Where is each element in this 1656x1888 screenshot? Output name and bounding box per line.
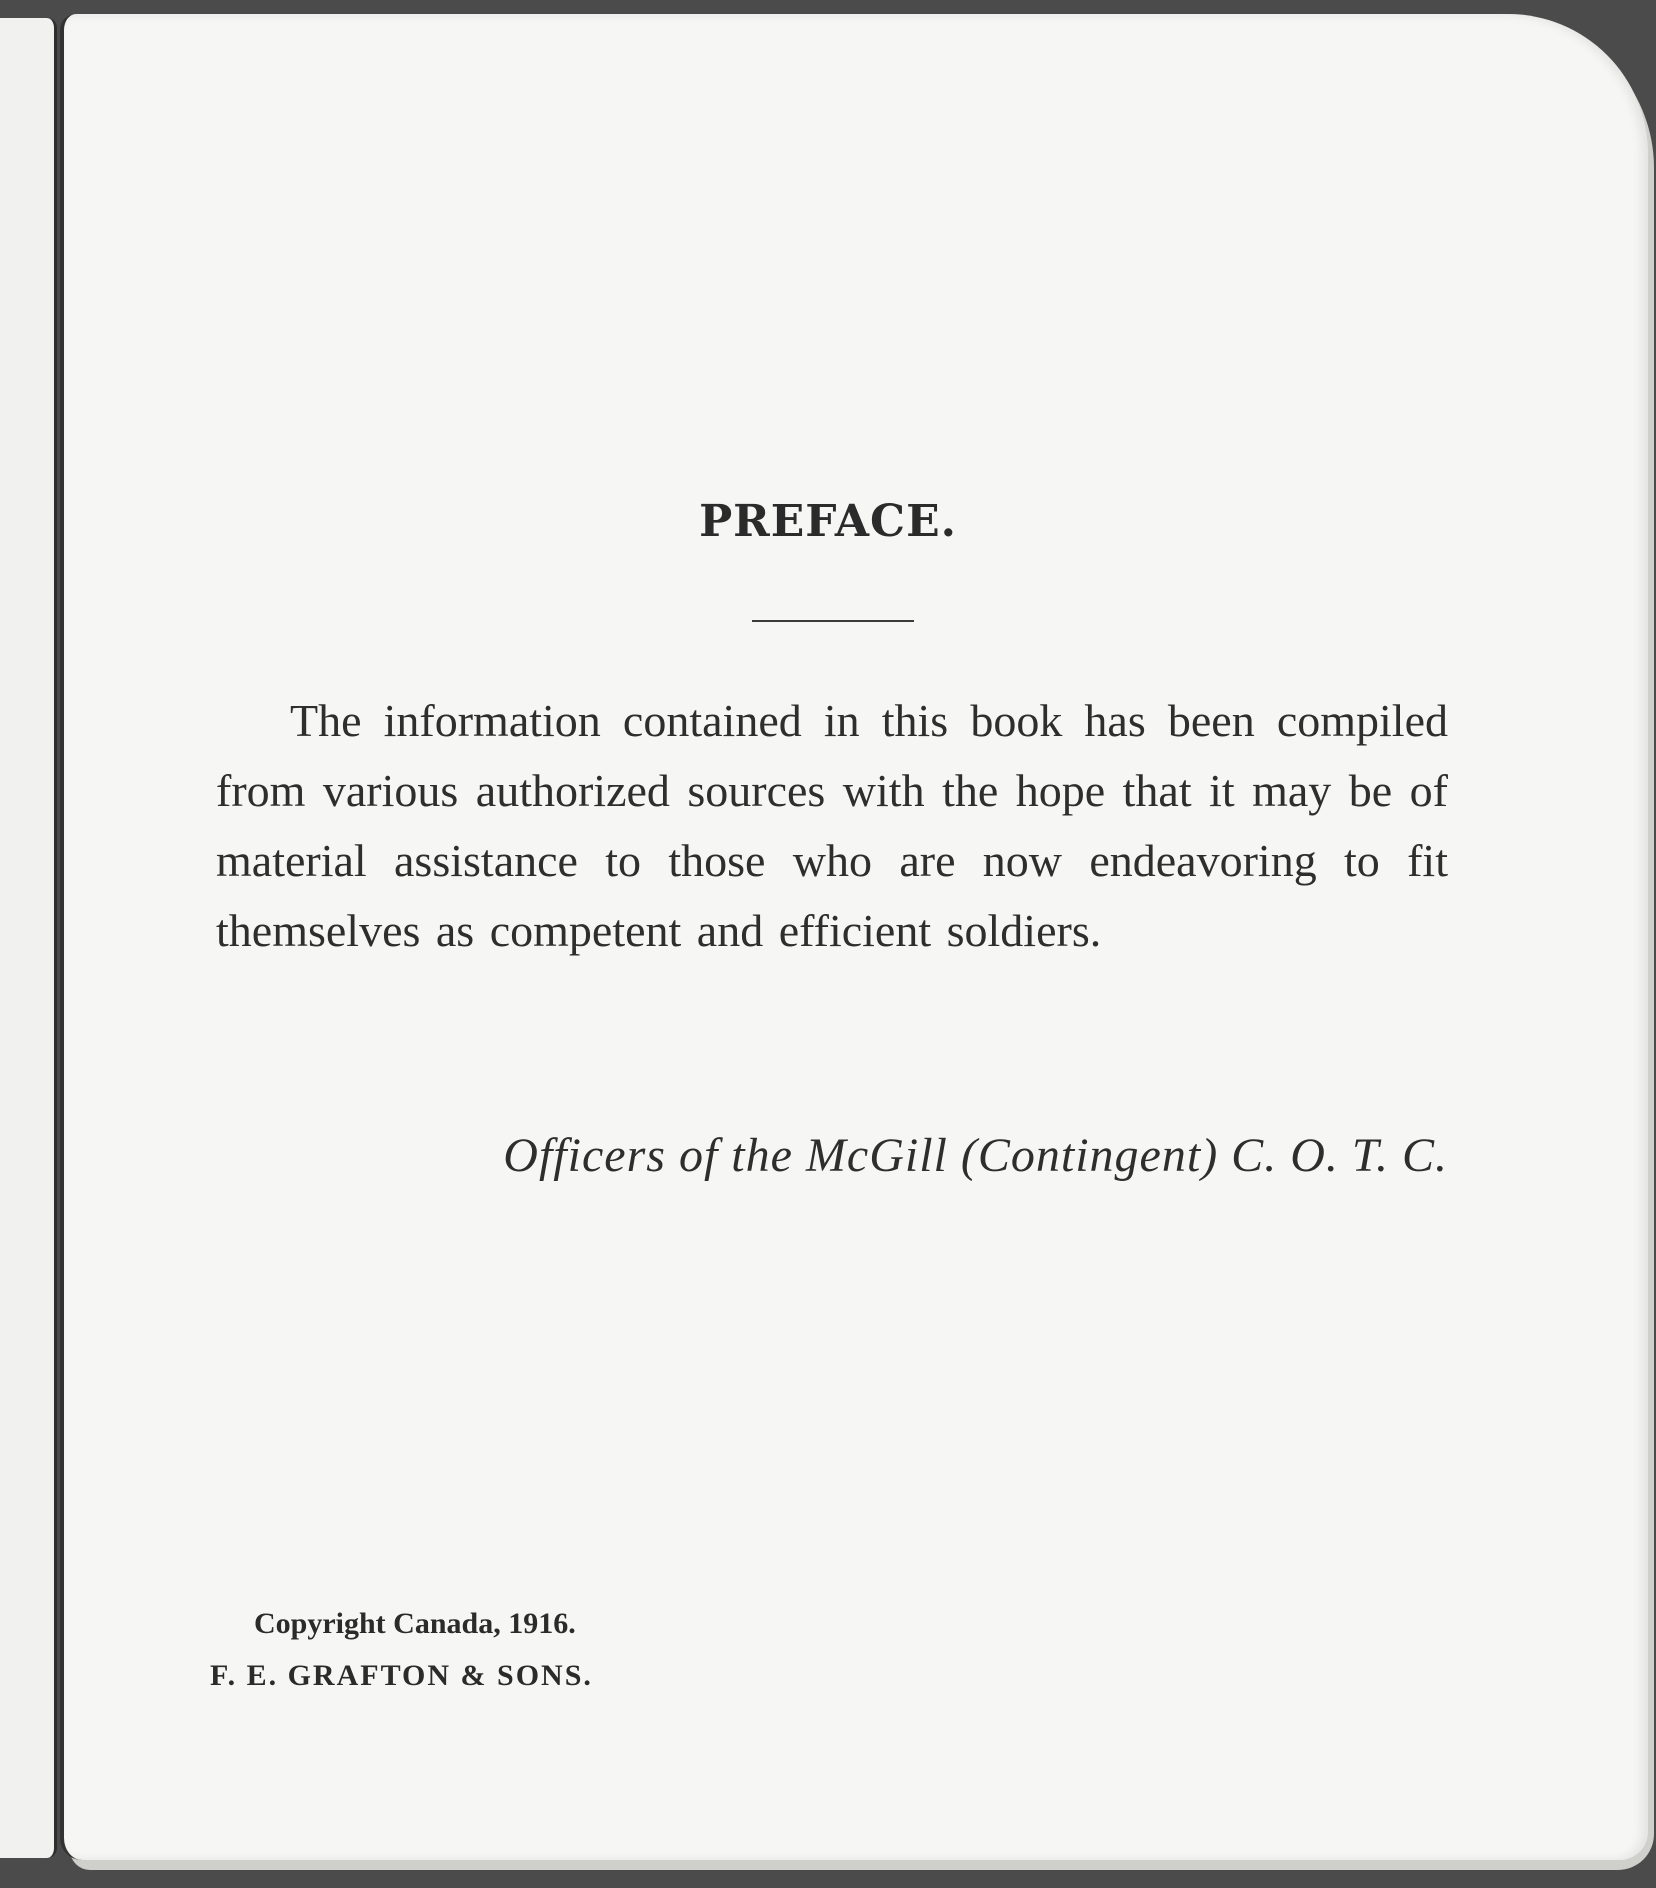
preface-signature: Officers of the McGill (Contingent) C. O. T. C. bbox=[503, 1129, 1448, 1182]
title-rule bbox=[752, 620, 914, 622]
publisher-line: F. E. GRAFTON & SONS. bbox=[210, 1659, 593, 1692]
imprint bbox=[210, 1598, 670, 1702]
preface-title: PREFACE. bbox=[699, 496, 957, 547]
copyright-line: Copyright Canada, 1916. bbox=[254, 1607, 576, 1640]
preface-body: The information contained in this book has been compiled from various authorized sources with the hope that it may be of material assistance to those who are now endeavoring to fit themselves as competent and efficient soldiers. bbox=[216, 695, 1448, 956]
left-page-edge bbox=[0, 18, 57, 1858]
